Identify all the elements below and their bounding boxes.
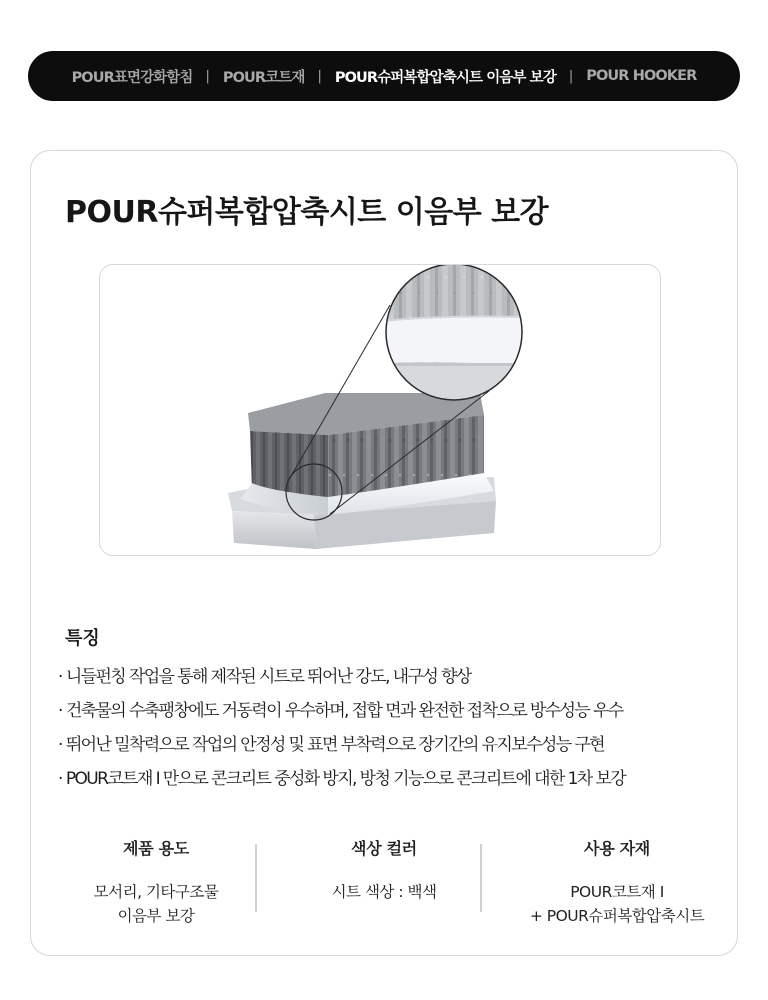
product-card [30, 150, 738, 956]
feature-text: 건축물의 수축팽창에도 거동력이 우수하며, 접합 면과 완전한 접착으로 방수성능 우수 [65, 701, 623, 721]
spec-value-line: + POUR슈퍼복합압축시트 [529, 907, 705, 925]
bullet: · [58, 667, 62, 687]
bullet: · [58, 735, 62, 755]
bullet: · [58, 701, 62, 721]
spec-color [284, 836, 484, 904]
spec-value-line: 시트 색상 : 백색 [331, 883, 437, 901]
feature-item [58, 728, 625, 762]
feature-text: 뛰어난 밀착력으로 작업의 안정성 및 표면 부착력으로 장기간의 유지보수성능 구현 [65, 735, 604, 755]
card-title: POUR슈퍼복합압축시트 이음부 보강 [65, 195, 549, 230]
nav-item-super-composite-sheet[interactable]: POUR슈퍼복합압축시트 이음부 보강 [334, 69, 556, 86]
spec-divider [480, 844, 482, 912]
feature-text: 니들펀칭 작업을 통해 제작된 시트로 뛰어난 강도, 내구성 향상 [65, 667, 471, 687]
spec-usage [56, 836, 256, 928]
spec-label: 색상 컬러 [351, 839, 417, 858]
nav-item-coating[interactable]: POUR코트재 [222, 69, 305, 86]
spec-value-line: 모서리, 기타구조물 [93, 883, 219, 901]
nav-separator: | [568, 68, 574, 84]
product-image-frame [99, 264, 661, 556]
bullet: · [58, 769, 62, 789]
top-navigation [28, 51, 740, 101]
features-heading: 특징 [65, 628, 100, 649]
feature-item [58, 660, 625, 694]
features-list [58, 660, 625, 796]
spec-table [31, 836, 737, 926]
spec-value-line: 이음부 보강 [117, 907, 195, 925]
spec-materials [517, 836, 717, 928]
nav-separator: | [205, 68, 210, 84]
feature-item [58, 694, 625, 728]
spec-divider [255, 844, 257, 912]
feature-item [58, 762, 625, 796]
nav-item-hooker[interactable]: POUR HOOKER [586, 68, 697, 84]
spec-label: 제품 용도 [123, 839, 189, 858]
spec-value-line: POUR코트재 I [570, 883, 664, 901]
nav-item-surface-impregnation[interactable]: POUR표면강화함침 [71, 69, 193, 86]
spec-label: 사용 자재 [584, 839, 650, 858]
concrete-block-with-sheet-illustration [100, 265, 660, 555]
nav-separator: | [317, 68, 322, 84]
feature-text: POUR코트재 I 만으로 콘크리트 중성화 방지, 방청 기능으로 콘크리트에 대한 1차 보강 [65, 769, 626, 789]
